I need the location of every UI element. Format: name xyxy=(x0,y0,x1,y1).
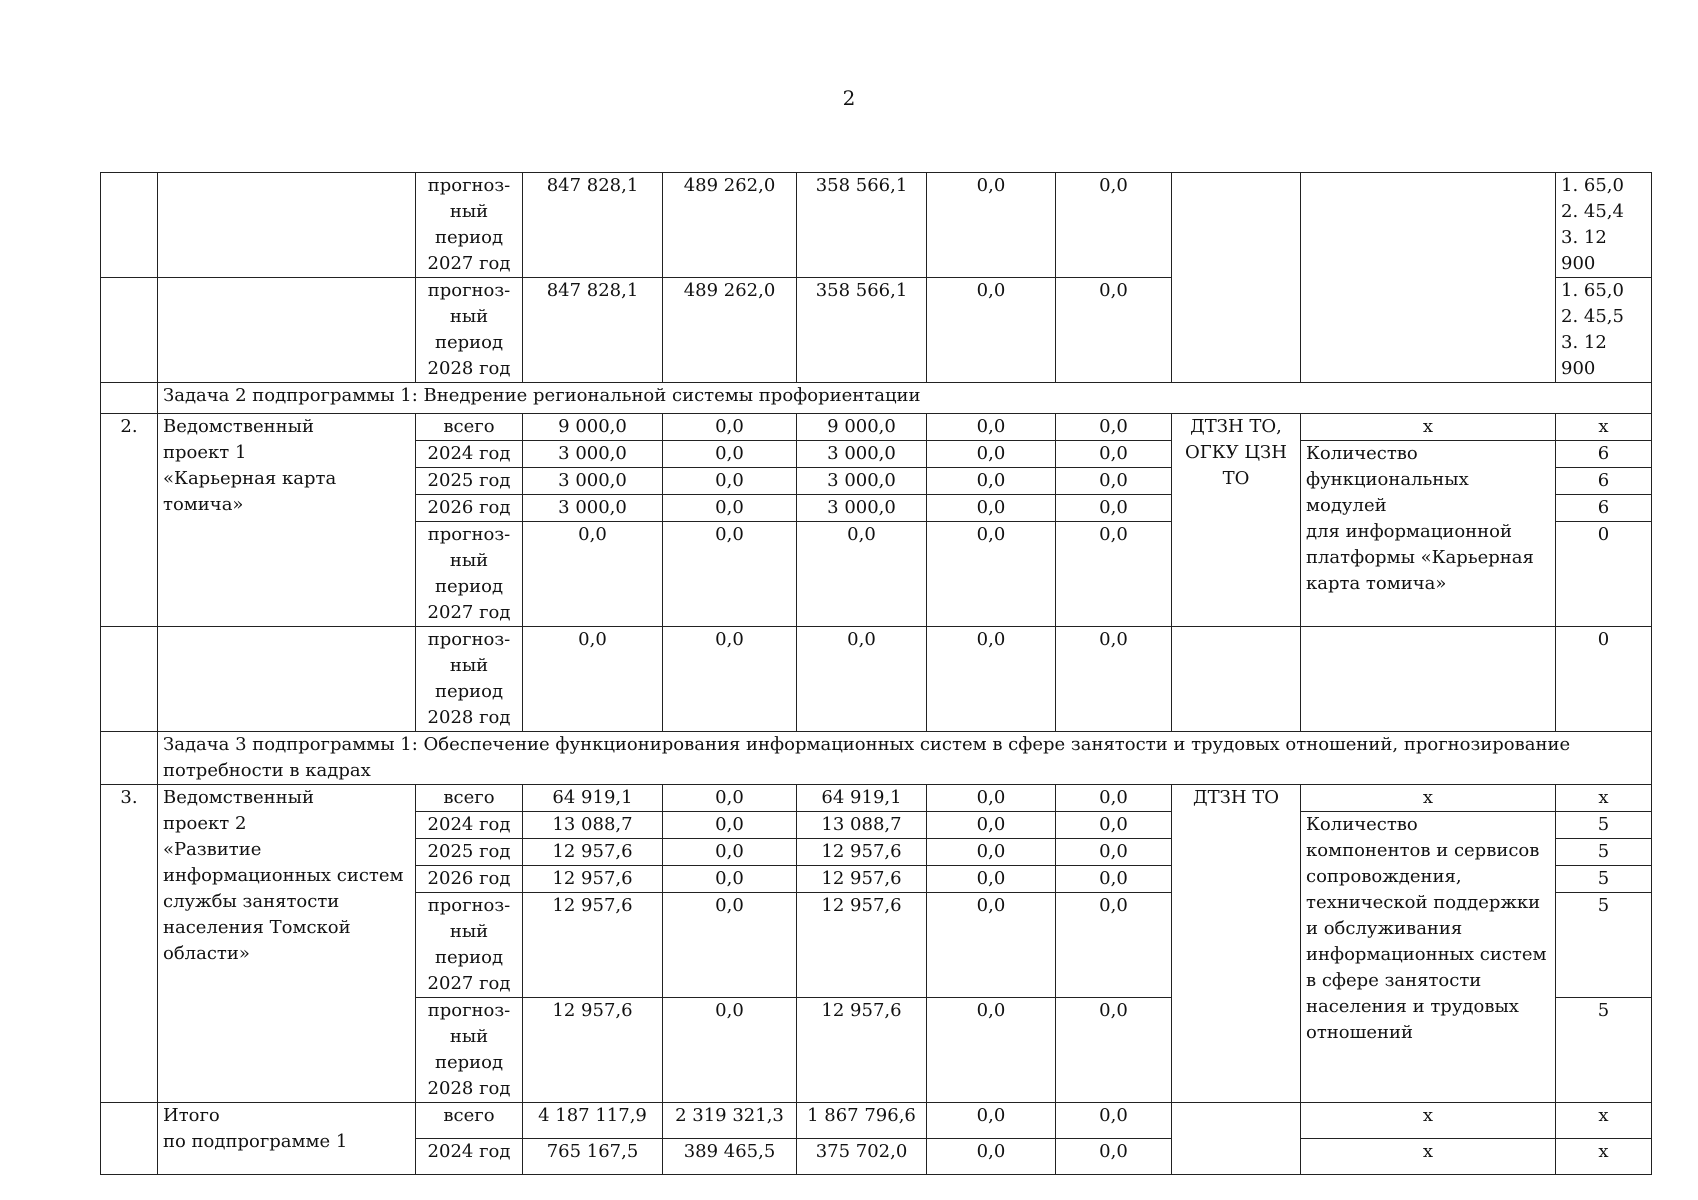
value-cell: 3 000,0 xyxy=(797,495,927,522)
task-row xyxy=(101,383,1652,414)
num-cell xyxy=(101,383,158,414)
project-name: Ведомственный проект 2 «Развитие информационных систем службы занятости населения Томской области» xyxy=(158,785,416,1103)
executor-cell xyxy=(1172,1103,1301,1175)
table-row xyxy=(101,785,1652,812)
value-cell: 0,0 xyxy=(927,495,1056,522)
value-cell: 0,0 xyxy=(663,495,797,522)
value-cell: 0,0 xyxy=(927,839,1056,866)
total-cell: 64 919,1 xyxy=(523,785,663,812)
value-cell: 0,0 xyxy=(927,414,1056,441)
value-cell: 489 262,0 xyxy=(663,278,797,383)
value-cell: 0,0 xyxy=(1056,278,1172,383)
value-cell: 0,0 xyxy=(1056,893,1172,998)
value-cell: 0,0 xyxy=(927,278,1056,383)
value-cell: 0,0 xyxy=(663,839,797,866)
indicator-value-cell: 6 xyxy=(1556,441,1652,468)
value-cell: 0,0 xyxy=(927,893,1056,998)
value-cell: 0,0 xyxy=(663,785,797,812)
period-cell: 2026 год xyxy=(416,866,523,893)
period-cell: 2024 год xyxy=(416,1139,523,1175)
value-cell: 0,0 xyxy=(1056,839,1172,866)
table-row xyxy=(101,627,1652,732)
value-cell: 0,0 xyxy=(927,1103,1056,1139)
indicator-cell: х xyxy=(1301,414,1556,441)
period-cell: прогноз- ный период 2028 год xyxy=(416,998,523,1103)
indicator-value-cell: х xyxy=(1556,414,1652,441)
table-row xyxy=(101,173,1652,278)
total-cell: 847 828,1 xyxy=(523,278,663,383)
value-cell: 0,0 xyxy=(1056,627,1172,732)
value-cell: 1 867 796,6 xyxy=(797,1103,927,1139)
page-number: 2 xyxy=(842,86,856,110)
num-cell xyxy=(101,173,158,278)
value-cell: 0,0 xyxy=(663,998,797,1103)
total-cell: 0,0 xyxy=(523,627,663,732)
value-cell: 0,0 xyxy=(1056,522,1172,627)
value-cell: 0,0 xyxy=(1056,1103,1172,1139)
value-cell: 0,0 xyxy=(797,522,927,627)
indicator-cell xyxy=(1301,627,1556,732)
indicator-cell: х xyxy=(1301,1103,1556,1139)
period-cell: 2024 год xyxy=(416,441,523,468)
total-cell: 3 000,0 xyxy=(523,495,663,522)
task-heading: Задача 3 подпрограммы 1: Обеспечение функционирования информационных систем в сфере занятости и трудовых отношений, прогнозирование потребности в кадрах xyxy=(158,732,1652,785)
value-cell: 0,0 xyxy=(1056,495,1172,522)
value-cell: 0,0 xyxy=(1056,812,1172,839)
indicator-value-cell: х xyxy=(1556,785,1652,812)
executor-cell xyxy=(1172,627,1301,732)
value-cell: 12 957,6 xyxy=(797,893,927,998)
num-cell xyxy=(101,627,158,732)
name-cell xyxy=(158,173,416,278)
value-cell: 0,0 xyxy=(927,627,1056,732)
total-cell: 3 000,0 xyxy=(523,468,663,495)
indicator-cell: х xyxy=(1301,1139,1556,1175)
value-cell: 0,0 xyxy=(663,414,797,441)
executor-cell: ДТЗН ТО xyxy=(1172,785,1301,1103)
value-cell: 489 262,0 xyxy=(663,173,797,278)
value-cell: 0,0 xyxy=(927,441,1056,468)
period-cell: всего xyxy=(416,1103,523,1139)
total-cell: 3 000,0 xyxy=(523,441,663,468)
total-row xyxy=(101,1103,1652,1139)
indicator-cell: Количество компонентов и сервисов сопровождения, технической поддержки и обслуживания информационных систем в сфере занятости населения и трудовых отношений xyxy=(1301,812,1556,1103)
value-cell: 0,0 xyxy=(927,173,1056,278)
value-cell: 0,0 xyxy=(1056,1139,1172,1175)
value-cell: 0,0 xyxy=(797,627,927,732)
period-cell: 2025 год xyxy=(416,839,523,866)
total-cell: 13 088,7 xyxy=(523,812,663,839)
indicator-value-cell: 5 xyxy=(1556,866,1652,893)
period-cell: 2026 год xyxy=(416,495,523,522)
value-cell: 0,0 xyxy=(927,1139,1056,1175)
period-cell: 2025 год xyxy=(416,468,523,495)
value-cell: 0,0 xyxy=(1056,468,1172,495)
value-cell: 12 957,6 xyxy=(797,866,927,893)
executor-cell: ДТЗН ТО, ОГКУ ЦЗН ТО xyxy=(1172,414,1301,627)
total-cell: 4 187 117,9 xyxy=(523,1103,663,1139)
total-cell: 9 000,0 xyxy=(523,414,663,441)
row-number: 2. xyxy=(101,414,158,627)
indicator-value-cell: 5 xyxy=(1556,893,1652,998)
indicator-value-cell: 1. 65,0 2. 45,5 3. 12 900 xyxy=(1556,278,1652,383)
name-cell xyxy=(158,627,416,732)
indicator-value-cell: 0 xyxy=(1556,522,1652,627)
value-cell: 0,0 xyxy=(927,522,1056,627)
task-heading: Задача 2 подпрограммы 1: Внедрение региональной системы профориентации xyxy=(158,383,1652,414)
value-cell: 358 566,1 xyxy=(797,278,927,383)
indicator-cell: Количество функциональных модулей для информационной платформы «Карьерная карта томича» xyxy=(1301,441,1556,627)
task-row xyxy=(101,732,1652,785)
value-cell: 0,0 xyxy=(663,468,797,495)
budget-table xyxy=(100,172,1652,1175)
value-cell: 0,0 xyxy=(927,468,1056,495)
period-cell: всего xyxy=(416,414,523,441)
value-cell: 0,0 xyxy=(663,522,797,627)
value-cell: 0,0 xyxy=(663,866,797,893)
indicator-cell xyxy=(1301,173,1556,383)
value-cell: 0,0 xyxy=(927,785,1056,812)
project-name: Ведомственный проект 1 «Карьерная карта томича» xyxy=(158,414,416,627)
indicator-cell: х xyxy=(1301,785,1556,812)
value-cell: 375 702,0 xyxy=(797,1139,927,1175)
value-cell: 12 957,6 xyxy=(797,839,927,866)
indicator-value-cell: 5 xyxy=(1556,812,1652,839)
value-cell: 0,0 xyxy=(927,812,1056,839)
period-cell: прогноз- ный период 2027 год xyxy=(416,522,523,627)
period-cell: прогноз- ный период 2028 год xyxy=(416,278,523,383)
executor-cell xyxy=(1172,173,1301,383)
period-cell: прогноз- ный период 2027 год xyxy=(416,893,523,998)
total-cell: 12 957,6 xyxy=(523,839,663,866)
num-cell xyxy=(101,1103,158,1175)
indicator-value-cell: 6 xyxy=(1556,468,1652,495)
period-cell: прогноз- ный период 2027 год xyxy=(416,173,523,278)
total-cell: 12 957,6 xyxy=(523,866,663,893)
value-cell: 0,0 xyxy=(1056,414,1172,441)
indicator-value-cell: х xyxy=(1556,1103,1652,1139)
value-cell: 0,0 xyxy=(1056,441,1172,468)
total-label: Итого по подпрограмме 1 xyxy=(158,1103,416,1175)
table-row xyxy=(101,414,1652,441)
indicator-value-cell: 6 xyxy=(1556,495,1652,522)
total-cell: 12 957,6 xyxy=(523,998,663,1103)
total-cell: 847 828,1 xyxy=(523,173,663,278)
indicator-value-cell: 0 xyxy=(1556,627,1652,732)
total-cell: 0,0 xyxy=(523,522,663,627)
total-cell: 765 167,5 xyxy=(523,1139,663,1175)
value-cell: 2 319 321,3 xyxy=(663,1103,797,1139)
value-cell: 0,0 xyxy=(663,893,797,998)
value-cell: 3 000,0 xyxy=(797,468,927,495)
value-cell: 0,0 xyxy=(663,812,797,839)
total-cell: 12 957,6 xyxy=(523,893,663,998)
value-cell: 0,0 xyxy=(1056,998,1172,1103)
value-cell: 0,0 xyxy=(663,441,797,468)
value-cell: 0,0 xyxy=(927,998,1056,1103)
value-cell: 389 465,5 xyxy=(663,1139,797,1175)
period-cell: 2024 год xyxy=(416,812,523,839)
value-cell: 3 000,0 xyxy=(797,441,927,468)
indicator-value-cell: 5 xyxy=(1556,998,1652,1103)
value-cell: 13 088,7 xyxy=(797,812,927,839)
indicator-value-cell: 1. 65,0 2. 45,4 3. 12 900 xyxy=(1556,173,1652,278)
num-cell xyxy=(101,278,158,383)
value-cell: 0,0 xyxy=(1056,866,1172,893)
value-cell: 0,0 xyxy=(927,866,1056,893)
value-cell: 12 957,6 xyxy=(797,998,927,1103)
value-cell: 0,0 xyxy=(1056,173,1172,278)
period-cell: прогноз- ный период 2028 год xyxy=(416,627,523,732)
name-cell xyxy=(158,278,416,383)
value-cell: 9 000,0 xyxy=(797,414,927,441)
row-number: 3. xyxy=(101,785,158,1103)
indicator-value-cell: х xyxy=(1556,1139,1652,1175)
period-cell: всего xyxy=(416,785,523,812)
value-cell: 0,0 xyxy=(663,627,797,732)
value-cell: 358 566,1 xyxy=(797,173,927,278)
indicator-value-cell: 5 xyxy=(1556,839,1652,866)
value-cell: 0,0 xyxy=(1056,785,1172,812)
num-cell xyxy=(101,732,158,785)
value-cell: 64 919,1 xyxy=(797,785,927,812)
